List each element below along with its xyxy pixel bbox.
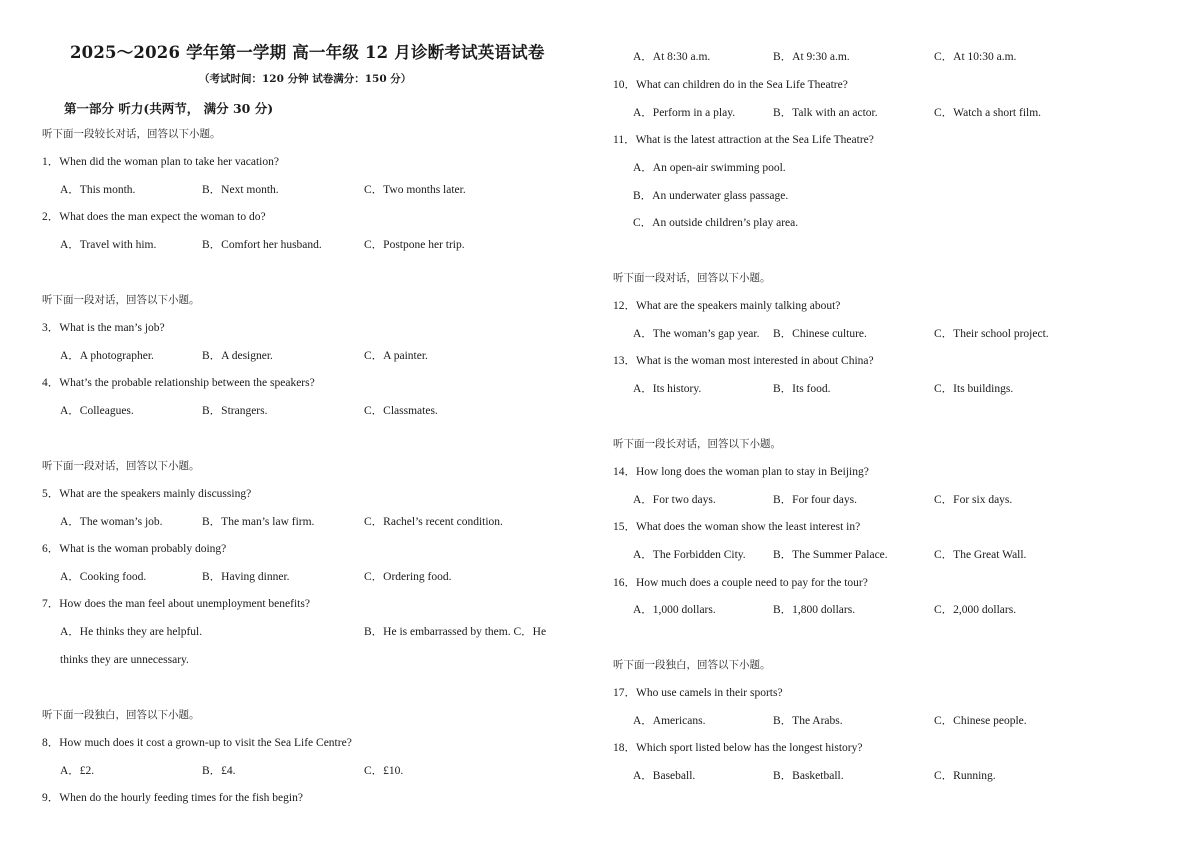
exam-subtitle: （考试时间：120 分钟 试卷满分：150 分）: [199, 73, 412, 85]
option-a: A．Americans.: [633, 715, 706, 727]
option-c: C．Rachel’s recent condition.: [364, 516, 503, 528]
option-b: B．1,800 dollars.: [773, 604, 856, 616]
question-stem: 17．Who use camels in their sports?: [613, 687, 783, 699]
question-stem: 4．What’s the probable relationship between the speakers?: [42, 377, 315, 389]
option-b: B．The Summer Palace.: [773, 549, 888, 561]
option-c: C．£10.: [364, 765, 404, 777]
option-b: B．Basketball.: [773, 770, 844, 782]
question-stem: 2．What does the man expect the woman to do?: [42, 211, 266, 223]
option-a: A．1,000 dollars.: [633, 604, 716, 616]
question-stem: 11．What is the latest attraction at the Sea Life Theatre?: [613, 134, 874, 146]
option-b: B．The Arabs.: [773, 715, 843, 727]
option-b: B．£4.: [202, 765, 236, 777]
option-b: B．Chinese culture.: [773, 328, 867, 340]
option-c: C．The Great Wall.: [934, 549, 1027, 561]
option-b: B．A designer.: [202, 350, 273, 362]
option-a: A．Perform in a play.: [633, 107, 736, 119]
option-b: B．Having dinner.: [202, 571, 290, 583]
instruction: 听下面一段对话，回答以下小题。: [42, 294, 200, 306]
option-a: A．Its history.: [633, 383, 702, 395]
option-c: C．Their school project.: [934, 328, 1049, 340]
option-a: A．£2.: [60, 765, 95, 777]
question-stem: 8．How much does it cost a grown-up to visit the Sea Life Centre?: [42, 737, 352, 749]
option-b: B．The man’s law firm.: [202, 516, 315, 528]
option-c: C．Two months later.: [364, 184, 466, 196]
option-a: A．Baseball.: [633, 770, 696, 782]
exam-title: 2025～2026 学年第一学期 高一年级 12 月诊断考试英语试卷: [70, 43, 545, 62]
option-a: A．Cooking food.: [60, 571, 147, 583]
option-b: B．For four days.: [773, 494, 858, 506]
option-a: A．A photographer.: [60, 350, 154, 362]
option-b: B．Its food.: [773, 383, 831, 395]
option-b: B．Comfort her husband.: [202, 239, 322, 251]
option-c: C．Watch a short film.: [934, 107, 1042, 119]
option-c: C．Classmates.: [364, 405, 438, 417]
option-b: B．An underwater glass passage.: [633, 190, 789, 202]
option-c: C．An outside children’s play area.: [633, 217, 799, 229]
option-a: A．This month.: [60, 184, 136, 196]
instruction: 听下面一段独白，回答以下小题。: [42, 709, 200, 721]
option-a: A．Travel with him.: [60, 239, 157, 251]
option-b: B．Next month.: [202, 184, 279, 196]
instruction: 听下面一段较长对话，回答以下小题。: [42, 128, 221, 140]
option-a: A．He thinks they are helpful.: [60, 626, 203, 638]
instruction: 听下面一段独白，回答以下小题。: [613, 659, 771, 671]
question-stem: 3．What is the man’s job?: [42, 322, 165, 334]
instruction: 听下面一段对话，回答以下小题。: [42, 460, 200, 472]
question-stem: 15．What does the woman show the least interest in?: [613, 521, 861, 533]
option-c: C．A painter.: [364, 350, 428, 362]
option-c: C．At 10:30 a.m.: [934, 51, 1017, 63]
option-a: A．The Forbidden City.: [633, 549, 746, 561]
instruction: 听下面一段长对话，回答以下小题。: [613, 438, 781, 450]
option-a: A．Colleagues.: [60, 405, 134, 417]
option-b-c: B．He is embarrassed by them. C．He: [364, 626, 547, 638]
option-c: C．Its buildings.: [934, 383, 1014, 395]
question-stem: 5．What are the speakers mainly discussing?: [42, 488, 252, 500]
question-stem: 1．When did the woman plan to take her vacation?: [42, 156, 279, 168]
option-a: A．An open-air swimming pool.: [633, 162, 786, 174]
option-c: C．For six days.: [934, 494, 1013, 506]
option-b: B．Talk with an actor.: [773, 107, 878, 119]
option-a: A．The woman’s job.: [60, 516, 163, 528]
option-c: C．2,000 dollars.: [934, 604, 1017, 616]
section-title: 第一部分 听力(共两节， 满分 30 分): [64, 101, 274, 116]
question-stem: 10．What can children do in the Sea Life Theatre?: [613, 79, 848, 91]
question-stem: 14．How long does the woman plan to stay in Beijing?: [613, 466, 869, 478]
question-stem: 12．What are the speakers mainly talking about?: [613, 300, 841, 312]
question-stem: 7．How does the man feel about unemployment benefits?: [42, 598, 310, 610]
question-stem: 13．What is the woman most interested in about China?: [613, 355, 874, 367]
instruction: 听下面一段对话，回答以下小题。: [613, 272, 771, 284]
option-c: C．Running.: [934, 770, 996, 782]
question-stem: 18．Which sport listed below has the longest history?: [613, 742, 863, 754]
option-continuation: thinks they are unnecessary.: [60, 654, 189, 666]
option-a: A．At 8:30 a.m.: [633, 51, 711, 63]
option-a: A．For two days.: [633, 494, 716, 506]
question-stem: 16．How much does a couple need to pay for the tour?: [613, 577, 868, 589]
option-c: C．Ordering food.: [364, 571, 452, 583]
option-a: A．The woman’s gap year.: [633, 328, 760, 340]
question-stem: 9．When do the hourly feeding times for the fish begin?: [42, 792, 303, 804]
option-b: B．At 9:30 a.m.: [773, 51, 850, 63]
question-stem: 6．What is the woman probably doing?: [42, 543, 227, 555]
option-c: C．Postpone her trip.: [364, 239, 465, 251]
option-b: B．Strangers.: [202, 405, 268, 417]
option-c: C．Chinese people.: [934, 715, 1027, 727]
